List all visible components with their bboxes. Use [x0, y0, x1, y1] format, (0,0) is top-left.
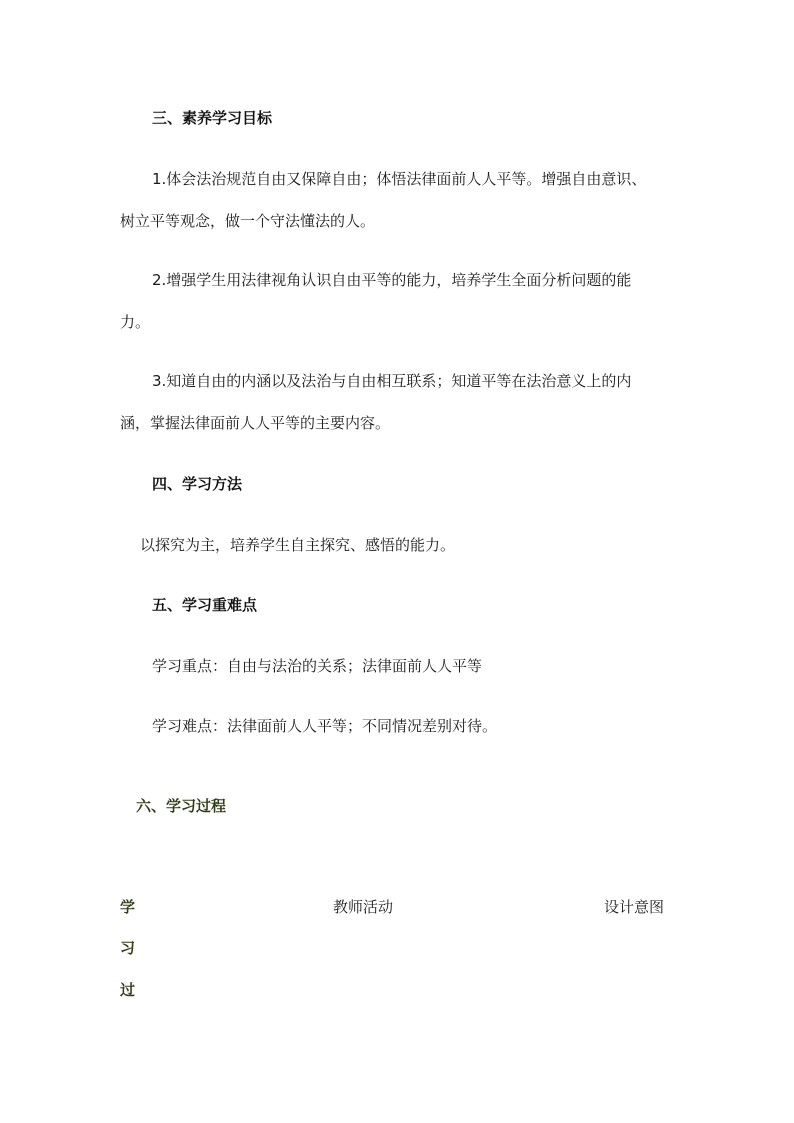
goal-3-line-2: 涵，掌握法律面前人人平等的主要内容。: [120, 414, 391, 432]
section-heading-methods: 四、学习方法: [152, 475, 243, 493]
section-heading-process: 六、学习过程: [136, 797, 227, 815]
table-col1-char-1: 学: [120, 898, 136, 916]
table-header-design-intent: 设计意图: [604, 898, 665, 916]
table-col1-char-2: 习: [120, 939, 136, 957]
goal-2-line-2: 力。: [120, 313, 151, 331]
section-heading-goals: 三、素养学习目标: [152, 109, 273, 127]
table-col1-char-3: 过: [120, 981, 136, 999]
difficulty-text: 学习难点：法律面前人人平等；不同情况差别对待。: [152, 717, 498, 735]
goal-2-line-1: 2.增强学生用法律视角认识自由平等的能力，培养学生全面分析问题的能: [152, 271, 632, 289]
section-heading-key-points: 五、学习重难点: [152, 596, 258, 614]
table-header-teacher-activity: 教师活动: [333, 898, 394, 916]
methods-text: 以探究为主，培养学生自主探究、感悟的能力。: [140, 536, 456, 554]
key-point-text: 学习重点：自由与法治的关系；法律面前人人平等: [152, 657, 483, 675]
goal-1-line-2: 树立平等观念，做一个守法懂法的人。: [120, 212, 376, 230]
goal-1-line-1: 1.体会法治规范自由又保障自由；体悟法律面前人人平等。增强自由意识、: [152, 170, 647, 188]
goal-3-line-1: 3.知道自由的内涵以及法治与自由相互联系；知道平等在法治意义上的内: [152, 372, 632, 390]
